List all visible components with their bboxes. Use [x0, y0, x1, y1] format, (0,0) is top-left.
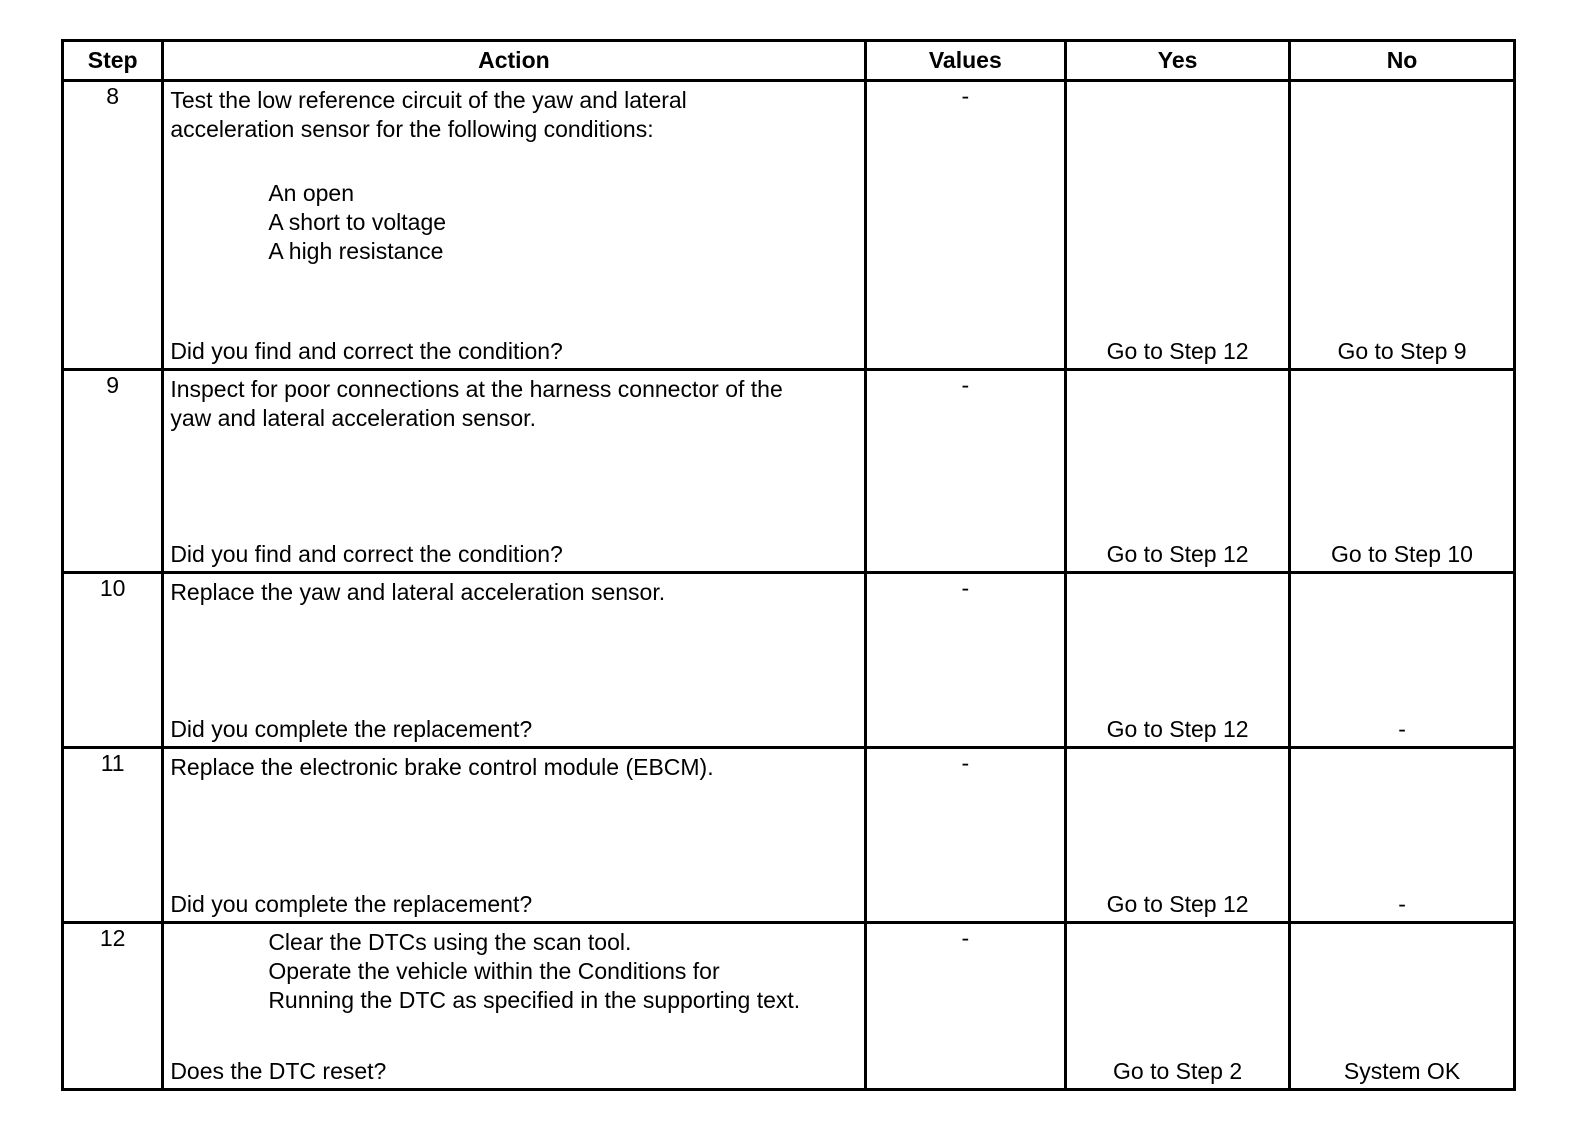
values-cell: - [865, 573, 1066, 748]
action-cell [163, 748, 865, 923]
no-cell [1290, 573, 1515, 748]
table-row-step-10 [63, 573, 1515, 748]
condition-item: A short to voltage [268, 209, 447, 235]
yes-cell [1066, 370, 1290, 573]
header-no: No [1290, 41, 1515, 81]
table-row-step-12 [63, 923, 1515, 1090]
header-values: Values [865, 41, 1066, 81]
step-number: 11 [63, 748, 163, 923]
yes-cell [1066, 81, 1290, 370]
no-result: - [1398, 716, 1406, 742]
no-cell [1290, 923, 1515, 1090]
no-cell [1290, 748, 1515, 923]
yes-cell [1066, 748, 1290, 923]
no-result: - [1398, 891, 1406, 917]
header-row [63, 41, 1515, 81]
action-line: Test the low reference circuit of the yaw and lateral [170, 87, 687, 113]
yes-result: Go to Step 12 [1106, 716, 1249, 742]
action-line: Replace the electronic brake control module (EBCM). [170, 754, 714, 780]
action-cell [163, 370, 865, 573]
action-line: Operate the vehicle within the Conditions for [268, 958, 720, 984]
action-text [268, 928, 857, 1015]
condition-item: A high resistance [268, 238, 444, 264]
condition-item: An open [268, 180, 355, 206]
no-cell [1290, 81, 1515, 370]
no-cell [1290, 370, 1515, 573]
step-number: 12 [63, 923, 163, 1090]
action-line: Clear the DTCs using the scan tool. [268, 929, 632, 955]
header-step: Step [63, 41, 163, 81]
values-cell: - [865, 748, 1066, 923]
yes-result: Go to Step 12 [1106, 541, 1249, 567]
action-question: Does the DTC reset? [170, 1058, 387, 1084]
table-row-step-8 [63, 81, 1515, 370]
step-number: 10 [63, 573, 163, 748]
action-text [170, 578, 857, 607]
action-text [170, 86, 857, 144]
action-line: Inspect for poor connections at the harness connector of the [170, 376, 783, 402]
action-line: acceleration sensor for the following conditions: [170, 116, 654, 142]
step-number: 8 [63, 81, 163, 370]
action-text [170, 375, 857, 433]
yes-result: Go to Step 12 [1106, 891, 1249, 917]
header-yes: Yes [1066, 41, 1290, 81]
step-number: 9 [63, 370, 163, 573]
action-text [170, 753, 857, 782]
values-cell: - [865, 923, 1066, 1090]
values-cell: - [865, 370, 1066, 573]
action-cell [163, 81, 865, 370]
action-question: Did you find and correct the condition? [170, 541, 563, 567]
yes-cell [1066, 923, 1290, 1090]
action-line: Running the DTC as specified in the supporting text. [268, 987, 801, 1013]
header-action: Action [163, 41, 865, 81]
action-line: Replace the yaw and lateral acceleration sensor. [170, 579, 666, 605]
condition-list [268, 179, 857, 266]
yes-result: Go to Step 2 [1113, 1058, 1243, 1084]
yes-result: Go to Step 12 [1106, 338, 1249, 364]
table-row-step-11 [63, 748, 1515, 923]
no-result: Go to Step 9 [1337, 338, 1467, 364]
no-result: System OK [1343, 1058, 1461, 1084]
no-result: Go to Step 10 [1331, 541, 1473, 567]
action-cell [163, 573, 865, 748]
action-question: Did you complete the replacement? [170, 716, 533, 742]
action-line: yaw and lateral acceleration sensor. [170, 405, 536, 431]
diagnostic-table [61, 39, 1516, 1091]
action-question: Did you find and correct the condition? [170, 338, 563, 364]
yes-cell [1066, 573, 1290, 748]
action-cell [163, 923, 865, 1090]
table-row-step-9 [63, 370, 1515, 573]
values-cell: - [865, 81, 1066, 370]
action-question: Did you complete the replacement? [170, 891, 533, 917]
